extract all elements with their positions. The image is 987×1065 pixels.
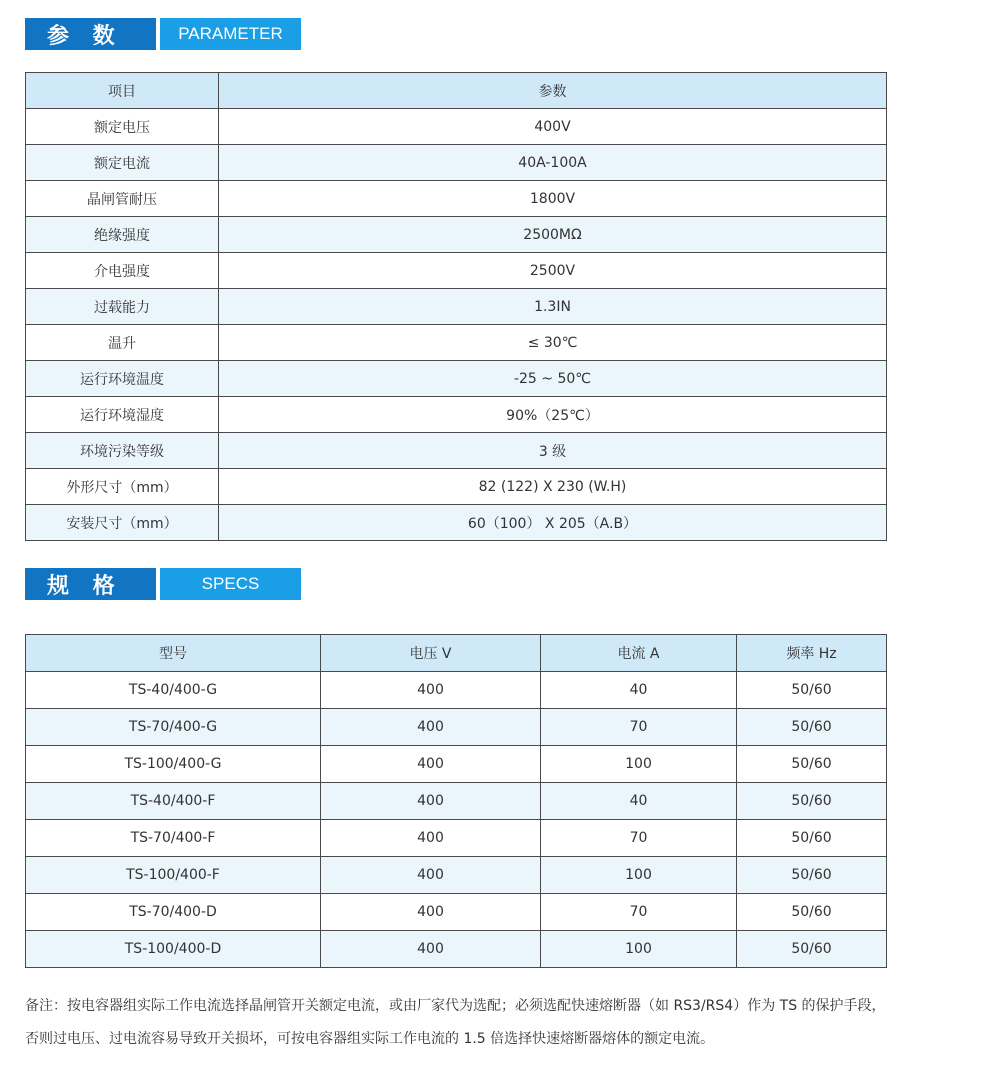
table-row bbox=[26, 894, 887, 931]
table-cell: 400 bbox=[321, 672, 541, 709]
table-header-row bbox=[26, 635, 887, 672]
table-cell: 50/60 bbox=[737, 709, 887, 746]
table-cell: 50/60 bbox=[737, 783, 887, 820]
table-cell: 400 bbox=[321, 857, 541, 894]
column-header: 频率 Hz bbox=[737, 635, 887, 672]
table-row bbox=[26, 397, 887, 433]
table-row bbox=[26, 746, 887, 783]
table-cell: 60（100） X 205（A.B） bbox=[219, 505, 887, 541]
table-cell: TS-100/400-F bbox=[26, 857, 321, 894]
remark-note: 备注：按电容器组实际工作电流选择晶闸管开关额定电流，或由厂家代为选配；必须选配快速熔断器（如 RS3/RS4）作为 TS 的保护手段，否则过电压、过电流容易导致开关损坏，可按电容器组实际工作电流的 1.5 倍选择快速熔断器熔体的额定电流。 bbox=[25, 998, 886, 1047]
table-cell: 50/60 bbox=[737, 746, 887, 783]
table-row bbox=[26, 181, 887, 217]
table-cell: 40 bbox=[541, 672, 737, 709]
table-cell: 运行环境湿度 bbox=[26, 397, 219, 433]
specs-table bbox=[25, 634, 887, 968]
table-cell: 50/60 bbox=[737, 820, 887, 857]
table-row bbox=[26, 325, 887, 361]
table-cell: 安装尺寸（mm） bbox=[26, 505, 219, 541]
table-cell: 50/60 bbox=[737, 894, 887, 931]
table-cell: 400 bbox=[321, 820, 541, 857]
table-cell: TS-40/400-G bbox=[26, 672, 321, 709]
table-cell: 额定电流 bbox=[26, 145, 219, 181]
table-row bbox=[26, 217, 887, 253]
table-cell: 100 bbox=[541, 746, 737, 783]
table-cell: 过载能力 bbox=[26, 289, 219, 325]
parameter-section-header bbox=[25, 18, 301, 50]
specs-section-header bbox=[25, 568, 301, 600]
table-cell: 400 bbox=[321, 931, 541, 968]
table-cell: 400 bbox=[321, 709, 541, 746]
table-cell: 40A-100A bbox=[219, 145, 887, 181]
column-header: 参数 bbox=[219, 73, 887, 109]
table-cell: 2500MΩ bbox=[219, 217, 887, 253]
table-cell: 晶闸管耐压 bbox=[26, 181, 219, 217]
column-header: 项目 bbox=[26, 73, 219, 109]
parameter-title-en: PARAMETER bbox=[160, 18, 301, 50]
table-row bbox=[26, 931, 887, 968]
table-row bbox=[26, 253, 887, 289]
table-cell: 2500V bbox=[219, 253, 887, 289]
table-cell: 1800V bbox=[219, 181, 887, 217]
table-row bbox=[26, 672, 887, 709]
table-row bbox=[26, 469, 887, 505]
table-row bbox=[26, 857, 887, 894]
table-cell: 温升 bbox=[26, 325, 219, 361]
table-cell: 400V bbox=[219, 109, 887, 145]
table-row bbox=[26, 145, 887, 181]
table-cell: 70 bbox=[541, 709, 737, 746]
table-cell: 3 级 bbox=[219, 433, 887, 469]
table-cell: 100 bbox=[541, 857, 737, 894]
table-cell: 50/60 bbox=[737, 931, 887, 968]
table-row bbox=[26, 505, 887, 541]
table-row bbox=[26, 820, 887, 857]
table-row bbox=[26, 361, 887, 397]
table-cell: TS-100/400-D bbox=[26, 931, 321, 968]
table-cell: 1.3IN bbox=[219, 289, 887, 325]
table-cell: 70 bbox=[541, 894, 737, 931]
column-header: 电流 A bbox=[541, 635, 737, 672]
table-cell: TS-100/400-G bbox=[26, 746, 321, 783]
table-cell: 82 (122) X 230 (W.H) bbox=[219, 469, 887, 505]
table-cell: -25 ~ 50℃ bbox=[219, 361, 887, 397]
parameter-table bbox=[25, 72, 887, 541]
table-cell: 运行环境温度 bbox=[26, 361, 219, 397]
table-cell: 400 bbox=[321, 894, 541, 931]
table-row bbox=[26, 109, 887, 145]
table-cell: TS-70/400-D bbox=[26, 894, 321, 931]
table-cell: TS-40/400-F bbox=[26, 783, 321, 820]
table-row bbox=[26, 783, 887, 820]
table-cell: 90%（25℃） bbox=[219, 397, 887, 433]
table-header-row bbox=[26, 73, 887, 109]
table-cell: 环境污染等级 bbox=[26, 433, 219, 469]
table-row bbox=[26, 289, 887, 325]
table-cell: 40 bbox=[541, 783, 737, 820]
table-cell: 额定电压 bbox=[26, 109, 219, 145]
specs-title-cn: 规 格 bbox=[25, 568, 156, 600]
specs-title-en: SPECS bbox=[160, 568, 301, 600]
table-cell: 外形尺寸（mm） bbox=[26, 469, 219, 505]
table-cell: 70 bbox=[541, 820, 737, 857]
table-cell: TS-70/400-F bbox=[26, 820, 321, 857]
table-cell: 50/60 bbox=[737, 672, 887, 709]
table-cell: 介电强度 bbox=[26, 253, 219, 289]
table-cell: ≤ 30℃ bbox=[219, 325, 887, 361]
parameter-title-cn: 参 数 bbox=[25, 18, 156, 50]
table-cell: 400 bbox=[321, 783, 541, 820]
table-cell: 100 bbox=[541, 931, 737, 968]
table-row bbox=[26, 433, 887, 469]
column-header: 型号 bbox=[26, 635, 321, 672]
column-header: 电压 V bbox=[321, 635, 541, 672]
table-cell: 400 bbox=[321, 746, 541, 783]
table-cell: 50/60 bbox=[737, 857, 887, 894]
table-cell: 绝缘强度 bbox=[26, 217, 219, 253]
table-cell: TS-70/400-G bbox=[26, 709, 321, 746]
table-row bbox=[26, 709, 887, 746]
